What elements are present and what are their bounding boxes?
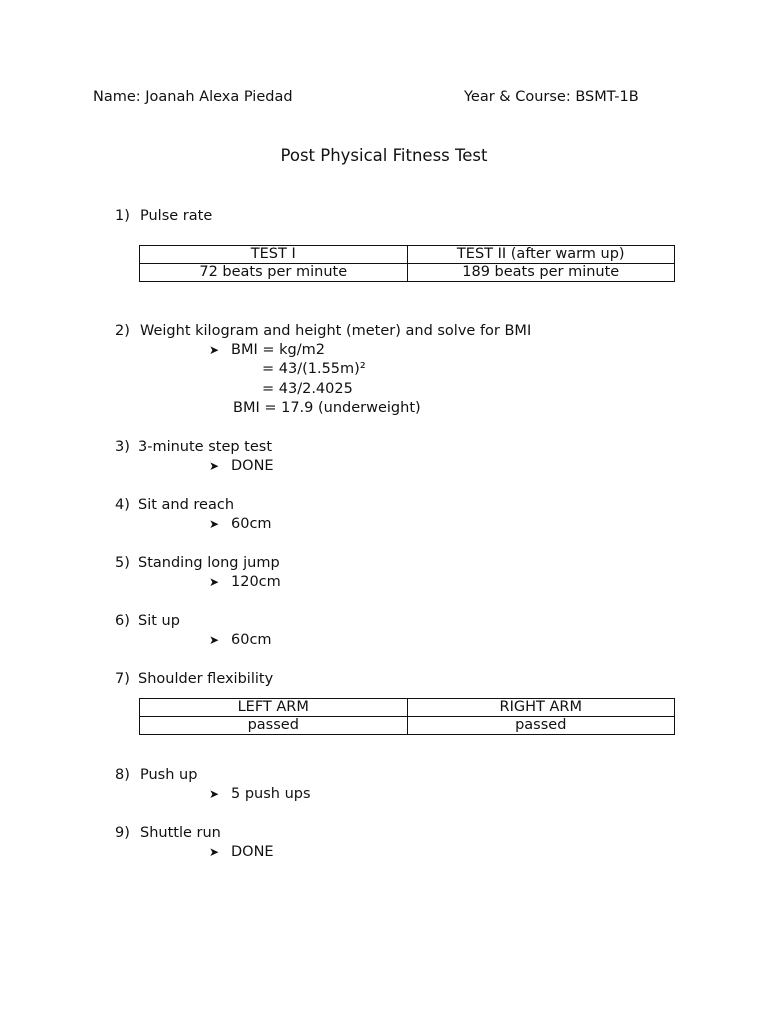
table-cell: 189 beats per minute [407,264,675,282]
bullet-row [209,341,325,359]
table-header-cell: RIGHT ARM [407,699,675,717]
table-header-cell: TEST I [140,246,408,264]
table-cell: passed [140,717,408,735]
item-2-number: 2) [115,323,130,339]
item-4-label: Sit and reach [138,497,235,513]
step-test-result: DONE [231,458,274,474]
shuttle-run-result: DONE [231,844,274,860]
arrowhead-bullet-icon: ➤ [209,517,220,531]
item-9-label: Shuttle run [140,825,221,841]
bmi-formula: BMI = kg/m2 [231,342,325,358]
arrowhead-bullet-icon: ➤ [209,343,220,357]
bullet-row [209,785,311,803]
arrowhead-bullet-icon: ➤ [209,787,220,801]
sit-reach-result: 60cm [231,516,272,532]
table-header-cell: TEST II (after warm up) [407,246,675,264]
item-1-number: 1) [115,208,130,224]
table-row [140,246,675,264]
pulse-rate-table [139,245,675,282]
item-8-label: Push up [140,767,198,783]
arrowhead-bullet-icon: ➤ [209,845,220,859]
item-9-number: 9) [115,825,130,841]
table-row [140,699,675,717]
bullet-row [209,843,274,861]
bullet-row [209,515,272,533]
item-6-number: 6) [115,613,130,629]
item-2-label: Weight kilogram and height (meter) and solve for BMI [140,323,532,339]
item-4-number: 4) [115,497,130,513]
item-1-label: Pulse rate [140,208,213,224]
table-cell: passed [407,717,675,735]
bmi-result: BMI = 17.9 (underweight) [233,400,421,416]
table-cell: 72 beats per minute [140,264,408,282]
table-row [140,264,675,282]
bmi-step-1: = 43/(1.55m)² [262,361,366,377]
item-5-label: Standing long jump [138,555,280,571]
item-5-number: 5) [115,555,130,571]
table-header-cell: LEFT ARM [140,699,408,717]
arrowhead-bullet-icon: ➤ [209,575,220,589]
item-7-label: Shoulder flexibility [138,671,274,687]
bmi-step-2: = 43/2.4025 [262,381,353,397]
item-8-number: 8) [115,767,130,783]
student-name: Name: Joanah Alexa Piedad [93,89,293,105]
push-up-result: 5 push ups [231,786,311,802]
bullet-row [209,573,281,591]
bullet-row [209,631,272,649]
item-6-label: Sit up [138,613,180,629]
table-row [140,717,675,735]
arrowhead-bullet-icon: ➤ [209,459,220,473]
arrowhead-bullet-icon: ➤ [209,633,220,647]
bullet-row [209,457,274,475]
item-7-number: 7) [115,671,130,687]
document-title: Post Physical Fitness Test [280,146,488,165]
long-jump-result: 120cm [231,574,281,590]
item-3-label: 3-minute step test [138,439,273,455]
year-course: Year & Course: BSMT-1B [464,89,639,105]
item-3-number: 3) [115,439,130,455]
sit-up-result: 60cm [231,632,272,648]
shoulder-flexibility-table [139,698,675,735]
